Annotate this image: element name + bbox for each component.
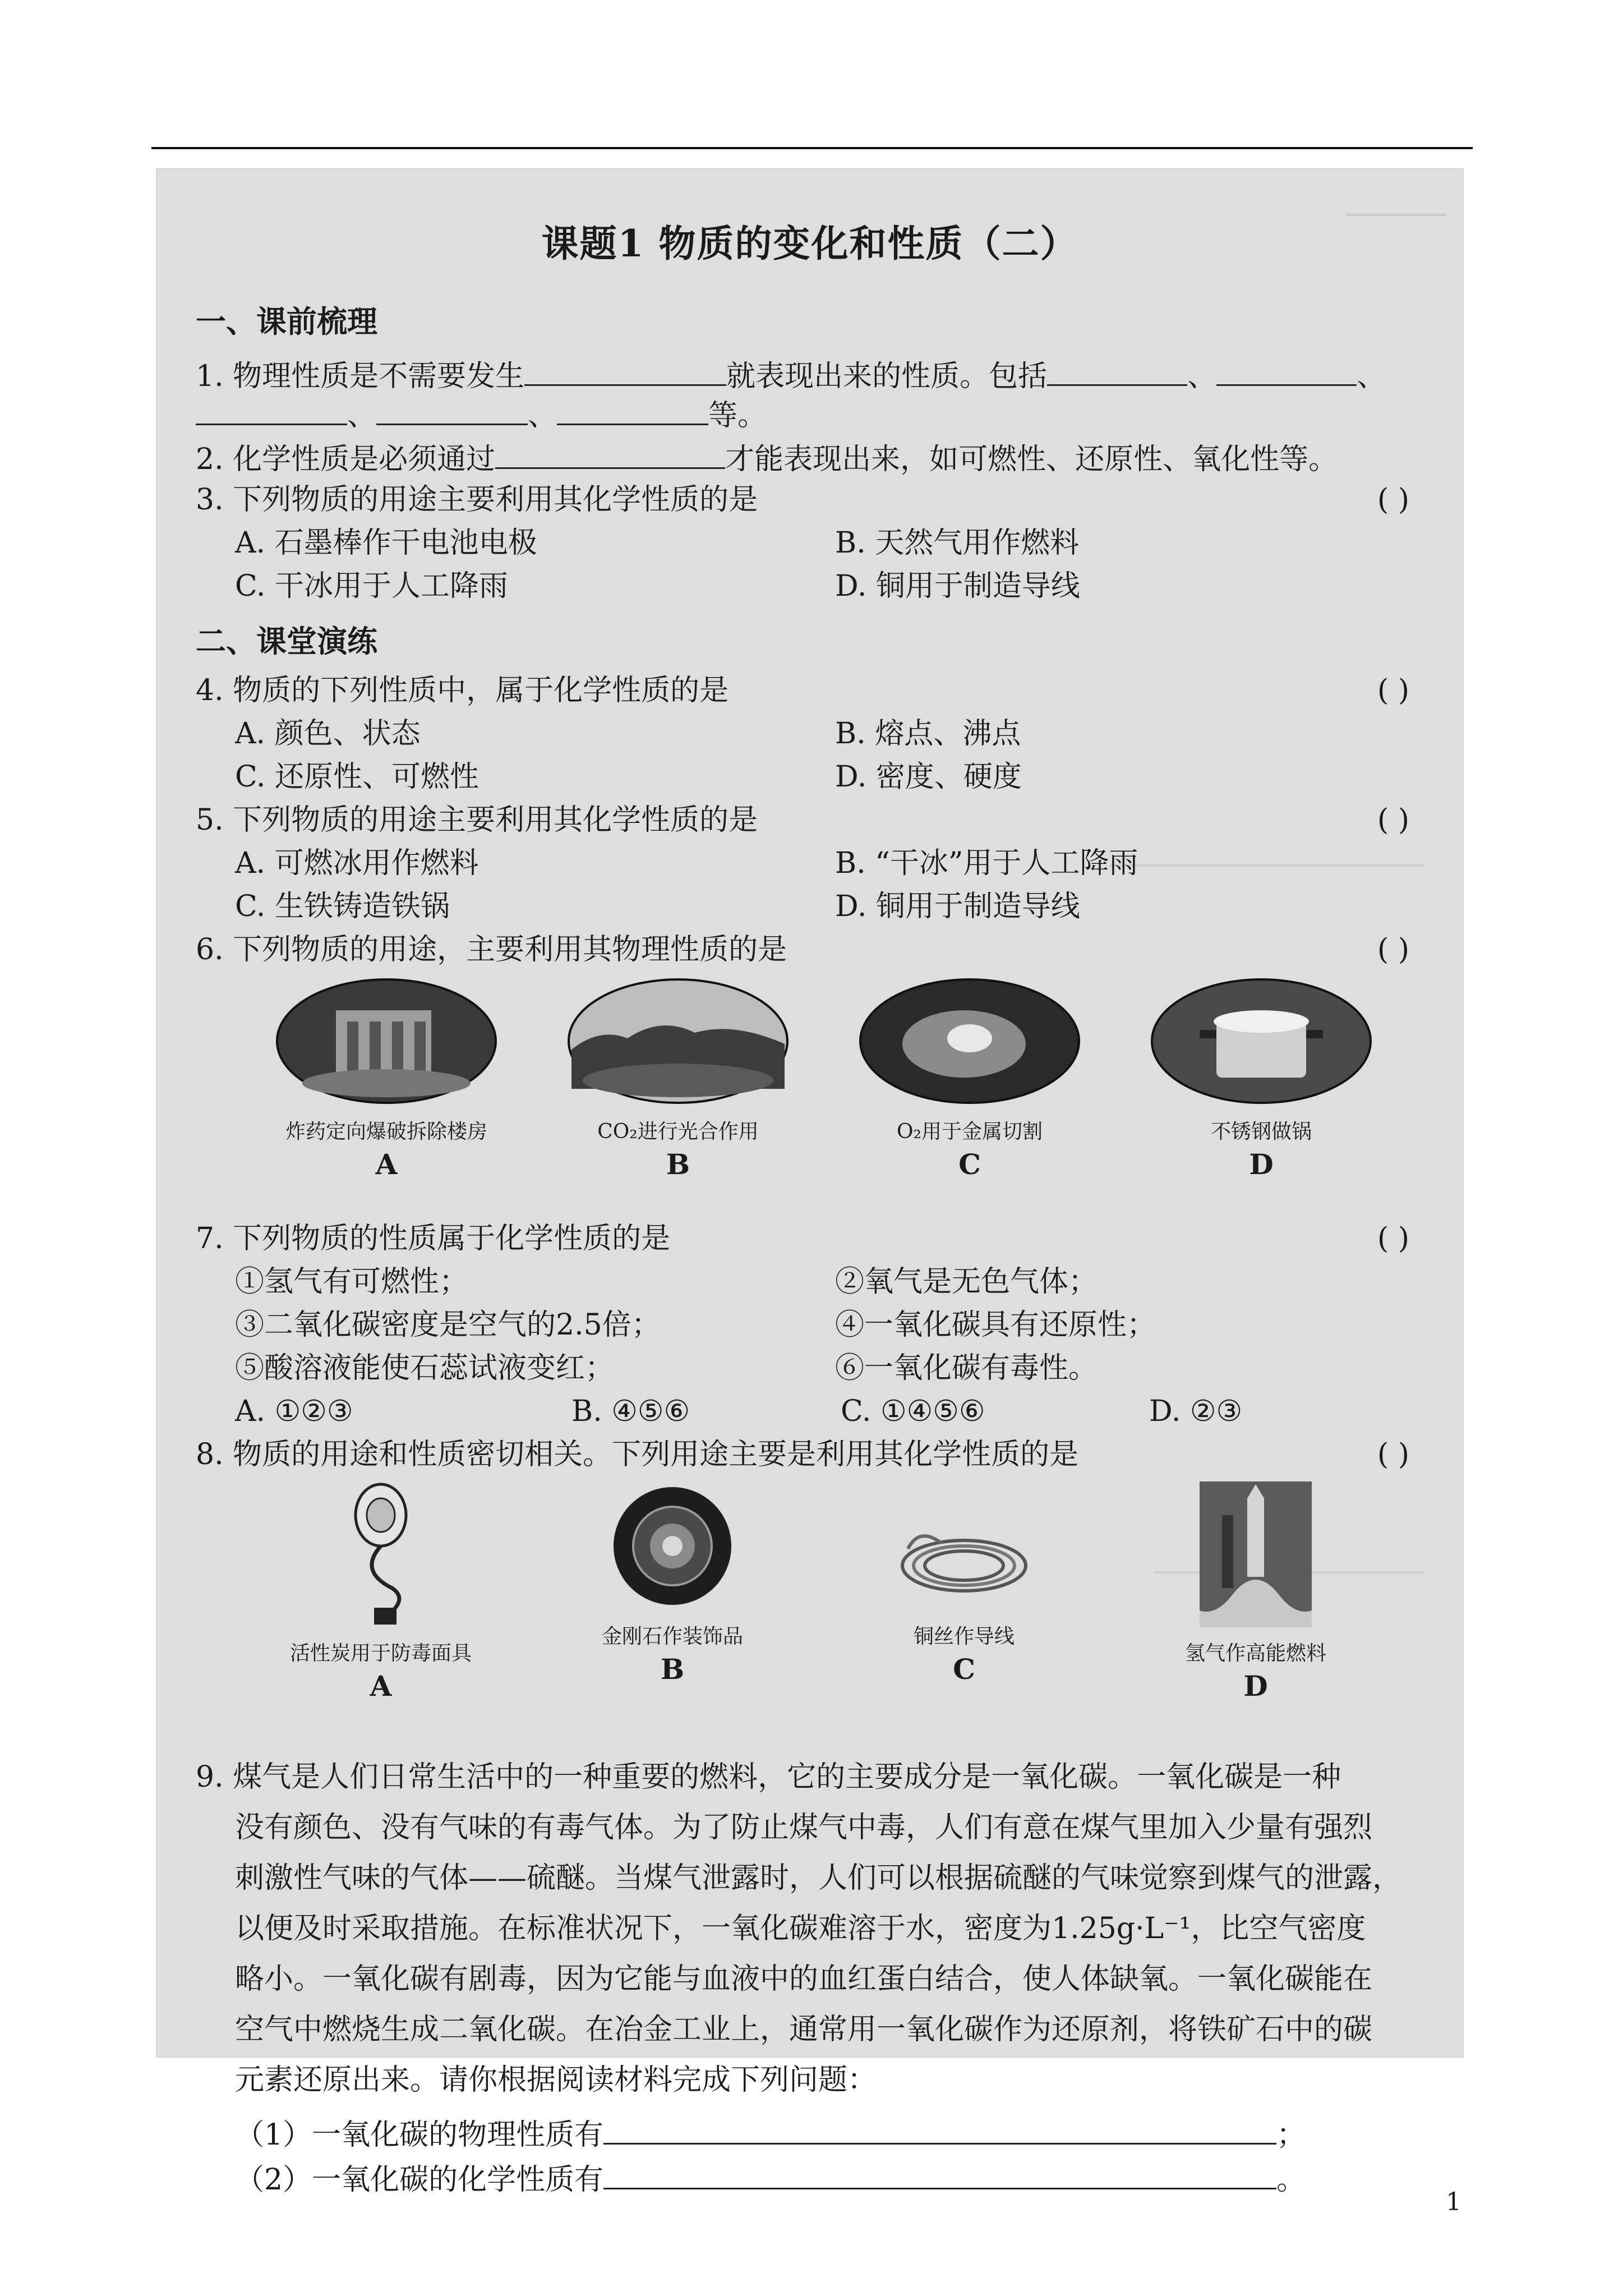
question-7-stem: 7. 下列物质的性质属于化学性质的是 ( ) [196, 1219, 1432, 1258]
image-option-a[interactable]: 炸药定向爆破拆除楼房 A [269, 977, 504, 1181]
question-7-statements-row-3: ⑤酸溶液能使石蕊试液变红； ⑥一氧化碳有毒性。 [235, 1351, 1098, 1385]
answer-parentheses[interactable]: ( ) [1377, 933, 1409, 967]
option-d[interactable]: D. 密度、硬度 [835, 760, 1022, 794]
option-b[interactable]: B. ④⑤⑥ [571, 1395, 690, 1428]
page-title: 课题1 物质的变化和性质（二） [541, 222, 1078, 265]
question-5-options-row-2 [235, 887, 1432, 926]
answer-blank[interactable] [1216, 354, 1357, 386]
header-rule [151, 147, 1473, 149]
image-option-a[interactable]: 活性炭用于防毒面具 A [269, 1481, 493, 1703]
question-7-statements-row-1: ①氢气有可燃性； ②氧气是无色气体； [235, 1265, 1098, 1299]
answer-blank[interactable] [1047, 354, 1187, 386]
question-2: 2. 化学性质是必须通过 才能表现出来，如可燃性、还原性、氧化性等。 [196, 437, 1432, 476]
question-8-images [269, 1481, 1379, 1728]
section-heading-preview: 一、课前梳理 [196, 303, 377, 339]
image-option-c[interactable]: O₂用于金属切割 C [852, 977, 1087, 1181]
metal-cutting-photo [857, 977, 1082, 1106]
question-9-sub-2: （2）一氧化碳的化学性质有 。 [235, 2157, 1432, 2202]
question-9-sub-1: （1）一氧化碳的物理性质有 ； [235, 2113, 1432, 2157]
rocket-launch-photo [1200, 1481, 1312, 1627]
question-1-line-2: 、 、 等。 [196, 393, 1432, 432]
option-d[interactable]: D. ②③ [1149, 1395, 1243, 1428]
question-1-line-1: 1. 物理性质是不需要发生 就表现出来的性质。包括 、 、 [196, 354, 1432, 393]
option-c[interactable]: C. ①④⑤⑥ [841, 1395, 985, 1428]
question-3-stem: 3. 下列物质的用途主要利用其化学性质的是 ( ) [196, 480, 1432, 519]
answer-blank[interactable] [524, 354, 726, 386]
diamond-jewelry-photo [608, 1481, 737, 1611]
question-4-options-row-1 [235, 714, 1432, 753]
image-option-d[interactable]: 氢气作高能燃料 D [1144, 1481, 1368, 1703]
option-a[interactable]: A. 可燃冰用作燃料 [235, 846, 479, 880]
option-b[interactable]: B. 天然气用作燃料 [835, 526, 1080, 560]
question-3-options-row-1 [235, 523, 1432, 563]
answer-parentheses[interactable]: ( ) [1377, 1438, 1409, 1471]
option-c[interactable]: C. 干冰用于人工降雨 [235, 569, 508, 603]
option-d[interactable]: D. 铜用于制造导线 [835, 890, 1080, 923]
answer-blank[interactable] [557, 393, 708, 425]
image-option-b[interactable]: 金刚石作装饰品 B [560, 1481, 785, 1686]
option-b[interactable]: B. 熔点、沸点 [835, 717, 1021, 751]
question-8-stem: 8. 物质的用途和性质密切相关。下列用途主要是利用其化学性质的是 ( ) [196, 1435, 1432, 1474]
question-4-stem: 4. 物质的下列性质中，属于化学性质的是 ( ) [196, 671, 1432, 710]
option-a[interactable]: A. 石墨棒作干电池电极 [235, 526, 537, 560]
answer-blank[interactable] [196, 393, 347, 425]
question-6-images [269, 977, 1379, 1212]
answer-blank[interactable] [603, 2157, 1276, 2189]
option-a[interactable]: A. ①②③ [235, 1395, 353, 1428]
option-a[interactable]: A. 颜色、状态 [235, 717, 421, 751]
gas-mask-photo [325, 1481, 437, 1627]
option-c[interactable]: C. 还原性、可燃性 [235, 760, 479, 794]
answer-blank[interactable] [376, 393, 528, 425]
option-b[interactable]: B. “干冰”用于人工降雨 [835, 846, 1138, 880]
page-number: 1 [1446, 2188, 1461, 2216]
image-option-c[interactable]: 铜丝作导线 C [852, 1481, 1076, 1686]
image-option-b[interactable]: CO₂进行光合作用 B [560, 977, 796, 1181]
scanned-worksheet [156, 168, 1464, 2197]
answer-parentheses[interactable]: ( ) [1377, 674, 1409, 707]
question-5-options-row-1 [235, 844, 1432, 883]
image-option-d[interactable]: 不锈钢做锅 D [1144, 977, 1379, 1181]
building-demolition-photo [274, 977, 499, 1106]
question-6-stem: 6. 下列物质的用途，主要利用其物理性质的是 ( ) [196, 930, 1432, 969]
answer-blank[interactable] [495, 437, 725, 469]
option-d[interactable]: D. 铜用于制造导线 [835, 569, 1080, 603]
question-4-options-row-2 [235, 757, 1432, 797]
answer-blank[interactable] [603, 2113, 1276, 2145]
copper-wire-photo [891, 1481, 1037, 1611]
question-7-options [235, 1392, 1432, 1431]
answer-parentheses[interactable]: ( ) [1377, 803, 1409, 837]
stainless-steel-pot-photo [1149, 977, 1373, 1106]
question-9-passage: 9. 煤气是人们日常生活中的一种重要的燃料，它的主要成分是一氧化碳。一氧化碳是一种 没有颜色、没有气味的有毒气体。为了防止煤气中毒，人们有意在煤气里加入少量有强烈 刺激性气味的气体——硫醚。当煤气泄露时，人们可以根据硫醚的气味觉察到煤气的泄露， 以便及时采取措施。在标准状况下，一氧化碳难溶于水，密度为1.25g·L⁻¹，比空气密度 略小。一氧化碳有剧毒，因为它能与血液中的血红蛋白结合，使人体缺氧。一氧化碳能在 空气中燃烧生成二氧化碳。在冶金工业上，通常用一氧化碳作为还原剂，将铁矿石中的碳 元素还原出来。请你根据阅读材料完成下列问题： [196, 1760, 1402, 2097]
answer-parentheses[interactable]: ( ) [1377, 1222, 1409, 1255]
question-3-options-row-2 [235, 567, 1432, 606]
section-heading-practice: 二、课堂演练 [196, 623, 377, 659]
question-7-statements-row-2: ③二氧化碳密度是空气的2.5倍； ④一氧化碳具有还原性； [235, 1308, 1156, 1342]
photosynthesis-photo [566, 977, 790, 1106]
question-5-stem: 5. 下列物质的用途主要利用其化学性质的是 ( ) [196, 800, 1432, 840]
option-c[interactable]: C. 生铁铸造铁锅 [235, 890, 450, 923]
answer-parentheses[interactable]: ( ) [1377, 483, 1409, 517]
